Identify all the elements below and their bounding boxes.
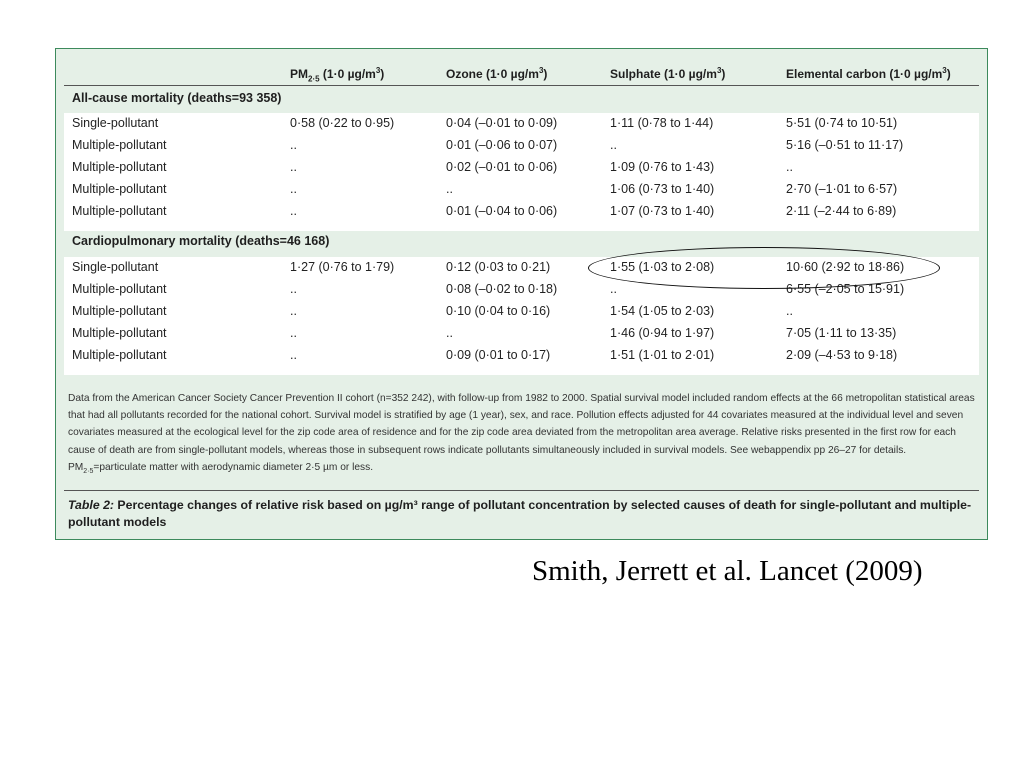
column-header bbox=[446, 66, 547, 83]
table-cell: Multiple-pollutant bbox=[72, 348, 167, 362]
column-header-part: ) bbox=[380, 67, 385, 81]
table-row bbox=[64, 179, 979, 201]
column-header-part: Elemental carbon (1·0 µg/m bbox=[786, 67, 943, 81]
table-cell: 1·46 (0·94 to 1·97) bbox=[610, 326, 715, 340]
table-cell: 0·08 (–0·02 to 0·18) bbox=[446, 282, 558, 296]
table-cell: 0·58 (0·22 to 0·95) bbox=[290, 116, 395, 130]
column-header-part: 3 bbox=[375, 66, 381, 75]
table-cell: 0·01 (–0·06 to 0·07) bbox=[446, 138, 558, 152]
column-header bbox=[610, 66, 725, 83]
column-header-part: 3 bbox=[942, 66, 947, 75]
footnote-text: Data from the American Cancer Society Cancer Prevention II cohort (n=352 242), with follow-up from 1982 to 2000. Spatial survival model included random effects at the 66 metropolitan statistical areas that had all pollutants recorded for the national cohort. Survival model is stratified by age (1 year), sex, and race. Pollution effects adjusted for 44 covariates measured at the individual level and seven covariates measured at the ecological level for the zip code area of residence and for the zip code area deviated from the metropolitan area average. Relative risks presented in the first row for each cause of death are from single-pollutant models, whereas those in subsequent rows indicate pollutants simultaneously included in survival models. See webappendix pp 26–27 for details. PM bbox=[68, 393, 975, 473]
section-rows bbox=[64, 113, 979, 231]
table-row bbox=[64, 201, 979, 223]
section-title: All-cause mortality (deaths=93 358) bbox=[72, 91, 282, 105]
table-cell: 1·06 (0·73 to 1·40) bbox=[610, 182, 715, 196]
table-footnote bbox=[68, 390, 978, 480]
table-row bbox=[64, 135, 979, 157]
table-cell: 1·11 (0·78 to 1·44) bbox=[610, 116, 714, 130]
column-header-part: 2·5 bbox=[308, 74, 320, 84]
table-row bbox=[64, 157, 979, 179]
table-cell: .. bbox=[290, 138, 297, 152]
highlight-ellipse bbox=[588, 247, 940, 289]
table-cell: .. bbox=[290, 204, 297, 218]
column-header bbox=[786, 66, 951, 83]
table-cell: .. bbox=[290, 348, 297, 362]
table-cell: Multiple-pollutant bbox=[72, 304, 167, 318]
table-cell: Multiple-pollutant bbox=[72, 204, 167, 218]
table-cell: 2·09 (–4·53 to 9·18) bbox=[786, 348, 898, 362]
column-header-part: 3 bbox=[716, 66, 722, 75]
column-header-part: PM bbox=[290, 67, 308, 81]
table-cell: 0·10 (0·04 to 0·16) bbox=[446, 304, 551, 318]
table-cell: .. bbox=[290, 182, 297, 196]
header-rule bbox=[64, 85, 979, 86]
table-cell: 0·02 (–0·01 to 0·06) bbox=[446, 160, 558, 174]
footnote-subscript: 2·5 bbox=[83, 467, 94, 475]
column-header-part: ) bbox=[946, 67, 951, 81]
table-cell: Multiple-pollutant bbox=[72, 282, 167, 296]
table-cell: .. bbox=[446, 182, 453, 196]
table-cell: 0·09 (0·01 to 0·17) bbox=[446, 348, 551, 362]
table-cell: Multiple-pollutant bbox=[72, 182, 167, 196]
table-cell: .. bbox=[290, 326, 297, 340]
table-cell: 1·54 (1·05 to 2·03) bbox=[610, 304, 715, 318]
table-cell: .. bbox=[786, 304, 793, 318]
table-row bbox=[64, 323, 979, 345]
table-row bbox=[64, 113, 979, 135]
column-header-part: 3 bbox=[538, 66, 544, 75]
citation: Smith, Jerrett et al. Lancet (2009) bbox=[532, 555, 923, 587]
table-cell: 7·05 (1·11 to 13·35) bbox=[786, 326, 897, 340]
column-header-part: ) bbox=[721, 67, 726, 81]
table-cell: 6·55 (–2·05 to 15·91) bbox=[786, 282, 905, 296]
table-cell: 0·01 (–0·04 to 0·06) bbox=[446, 204, 558, 218]
table-cell: Multiple-pollutant bbox=[72, 138, 167, 152]
table-cell: 1·07 (0·73 to 1·40) bbox=[610, 204, 715, 218]
table-cell: 2·11 (–2·44 to 6·89) bbox=[786, 204, 897, 218]
table-cell: .. bbox=[610, 282, 617, 296]
table-cell: 1·55 (1·03 to 2·08) bbox=[610, 260, 715, 274]
column-header-part: ) bbox=[543, 67, 548, 81]
table-cell: .. bbox=[290, 304, 297, 318]
table-caption bbox=[68, 497, 973, 531]
table-row bbox=[64, 301, 979, 323]
table-cell: .. bbox=[290, 282, 297, 296]
table-cell: 1·51 (1·01 to 2·01) bbox=[610, 348, 715, 362]
table-cell: .. bbox=[290, 160, 297, 174]
table-cell: 0·12 (0·03 to 0·21) bbox=[446, 260, 551, 274]
caption-label: Table 2: bbox=[68, 498, 115, 512]
table-cell: 0·04 (–0·01 to 0·09) bbox=[446, 116, 558, 130]
section-title: Cardiopulmonary mortality (deaths=46 168) bbox=[72, 234, 330, 248]
table-cell: 5·51 (0·74 to 10·51) bbox=[786, 116, 898, 130]
table-cell: Single-pollutant bbox=[72, 116, 159, 130]
table-cell: .. bbox=[786, 160, 793, 174]
column-header-part: Sulphate (1·0 µg/m bbox=[610, 67, 717, 81]
caption-rule bbox=[64, 490, 979, 491]
column-header-part: (1·0 µg/m bbox=[319, 67, 376, 81]
table-cell: Single-pollutant bbox=[72, 260, 159, 274]
caption-text: Percentage changes of relative risk based on µg/m³ range of pollutant concentration by selected causes of death for single-pollutant and multiple-pollutant models bbox=[68, 498, 972, 529]
table-cell: 1·27 (0·76 to 1·79) bbox=[290, 260, 395, 274]
table-cell: 2·70 (–1·01 to 6·57) bbox=[786, 182, 898, 196]
table-cell: 5·16 (–0·51 to 11·17) bbox=[786, 138, 904, 152]
table-panel bbox=[55, 48, 988, 540]
table-cell: .. bbox=[610, 138, 617, 152]
table-cell: 1·09 (0·76 to 1·43) bbox=[610, 160, 715, 174]
table-row bbox=[64, 345, 979, 367]
column-header bbox=[290, 66, 384, 83]
footnote-text-end: =particulate matter with aerodynamic diameter 2·5 µm or less. bbox=[93, 461, 374, 473]
table-cell: 10·60 (2·92 to 18·86) bbox=[786, 260, 905, 274]
table-cell: Multiple-pollutant bbox=[72, 160, 167, 174]
column-header-part: Ozone (1·0 µg/m bbox=[446, 67, 539, 81]
table-cell: Multiple-pollutant bbox=[72, 326, 167, 340]
table-cell: .. bbox=[446, 326, 453, 340]
